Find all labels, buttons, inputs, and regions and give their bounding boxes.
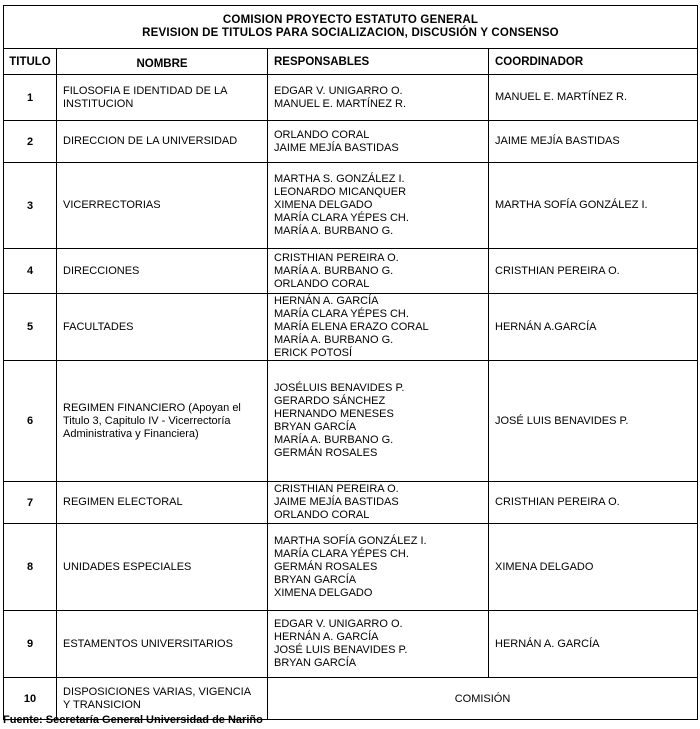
row-nombre xyxy=(57,249,268,294)
nombre-line: UNIDADES ESPECIALES xyxy=(63,560,192,573)
nombre-line: REGIMEN FINANCIERO (Apoyan el xyxy=(63,401,241,414)
row-coordinador: HERNÁN A.GARCÍA xyxy=(489,294,698,361)
row-coordinador: MANUEL E. MARTÍNEZ R. xyxy=(489,75,698,121)
responsable-name: MARÍA A. BURBANO G. xyxy=(274,225,394,237)
responsable-name: MARÍA CLARA YÉPES CH. xyxy=(274,307,409,320)
responsable-name: ERICK POTOSÍ xyxy=(274,346,353,359)
row-nombre xyxy=(57,294,268,361)
row-responsables xyxy=(268,249,489,294)
responsable-name: JOSÉ LUIS BENAVIDES P. xyxy=(274,644,408,656)
row-titulo-number: 10 xyxy=(4,678,57,720)
responsable-name: JOSÉLUIS BENAVIDES P. xyxy=(274,382,405,394)
nombre-line: REGIMEN ELECTORAL xyxy=(63,496,183,508)
header-responsables: RESPONSABLES xyxy=(268,49,489,75)
row-titulo-number: 2 xyxy=(4,121,57,163)
table-row xyxy=(4,524,698,611)
responsable-name: XIMENA DELGADO xyxy=(274,199,373,211)
responsable-name: HERNANDO MENESES xyxy=(274,408,394,420)
table-row xyxy=(4,249,698,294)
responsable-name: ORLANDO CORAL xyxy=(274,128,370,141)
responsable-name: MARÍA CLARA YÉPES CH. xyxy=(274,547,409,560)
responsable-name: LEONARDO MICANQUER xyxy=(274,186,407,198)
nombre-line: Y TRANSICION xyxy=(63,698,141,711)
row-titulo-number: 3 xyxy=(4,163,57,249)
row-titulo-number: 6 xyxy=(4,361,57,482)
responsable-name: MARÍA ELENA ERAZO CORAL xyxy=(274,320,429,333)
header-coordinador: COORDINADOR xyxy=(489,49,698,75)
table-row xyxy=(4,361,698,482)
row-coordinador: MARTHA SOFÍA GONZÁLEZ I. xyxy=(489,163,698,249)
table-title-line-1: COMISION PROYECTO ESTATUTO GENERAL xyxy=(222,14,479,26)
responsable-name: MARÍA A. BURBANO G. xyxy=(274,264,394,277)
row-titulo-number: 7 xyxy=(4,482,57,524)
nombre-line: VICERRECTORIAS xyxy=(63,199,161,211)
row-titulo-number: 5 xyxy=(4,294,57,361)
responsable-name: MARÍA A. BURBANO G. xyxy=(274,434,394,446)
row-titulo-number: 9 xyxy=(4,611,57,678)
row-comision: COMISIÓN xyxy=(268,678,698,720)
responsable-name: XIMENA DELGADO xyxy=(274,586,373,599)
row-coordinador: JAIME MEJÍA BASTIDAS xyxy=(489,121,698,163)
nombre-line: DIRECCION DE LA UNIVERSIDAD xyxy=(63,135,238,147)
source-footnote: Fuente: Secretaría General Universidad de Nariño xyxy=(3,714,263,726)
responsable-name: HERNÁN A. GARCÍA xyxy=(274,294,379,307)
row-coordinador: CRISTHIAN PEREIRA O. xyxy=(489,482,698,524)
row-coordinador: HERNÁN A. GARCÍA xyxy=(489,611,698,678)
responsable-name: GERMÁN ROSALES xyxy=(274,560,378,573)
responsable-name: CRISTHIAN PEREIRA O. xyxy=(274,483,399,495)
row-titulo-number: 1 xyxy=(4,75,57,121)
header-nombre: NOMBRE xyxy=(57,49,268,75)
table-title xyxy=(4,6,698,49)
responsable-name: MANUEL E. MARTÍNEZ R. xyxy=(274,97,407,110)
row-coordinador: JOSÉ LUIS BENAVIDES P. xyxy=(489,361,698,482)
responsable-name: MARTHA SOFÍA GONZÁLEZ I. xyxy=(274,534,427,547)
row-titulo-number: 8 xyxy=(4,524,57,611)
table-row xyxy=(4,75,698,121)
table-title-line-2: REVISION DE TITULOS PARA SOCIALIZACION, DISCUSIÓN Y CONSENSO xyxy=(142,27,559,39)
nombre-line: Administrativa y Financiera) xyxy=(63,427,199,440)
table-row xyxy=(4,611,698,678)
row-nombre xyxy=(57,482,268,524)
responsable-name: JAIME MEJÍA BASTIDAS xyxy=(274,496,399,508)
responsable-name: MARTHA S. GONZÁLEZ I. xyxy=(274,173,405,185)
header-titulo: TITULO xyxy=(4,49,57,75)
row-responsables xyxy=(268,163,489,249)
nombre-line: DISPOSICIONES VARIAS, VIGENCIA xyxy=(63,685,252,698)
responsable-name: HERNÁN A. GARCÍA xyxy=(274,631,379,643)
responsable-name: MARÍA CLARA YÉPES CH. xyxy=(274,212,409,224)
row-titulo-number: 4 xyxy=(4,249,57,294)
table-row xyxy=(4,163,698,249)
commission-table xyxy=(3,5,698,720)
responsable-name: GERMÁN ROSALES xyxy=(274,447,378,459)
table-row xyxy=(4,294,698,361)
nombre-line: Titulo 3, Capitulo IV - Vicerrectoría xyxy=(63,414,231,427)
row-coordinador: CRISTHIAN PEREIRA O. xyxy=(489,249,698,294)
row-nombre xyxy=(57,75,268,121)
row-responsables xyxy=(268,611,489,678)
nombre-line: FACULTADES xyxy=(63,320,134,333)
header-row xyxy=(4,49,698,75)
row-nombre xyxy=(57,121,268,163)
table-body xyxy=(4,75,698,720)
nombre-line: INSTITUCION xyxy=(63,97,134,110)
nombre-line: ESTAMENTOS UNIVERSITARIOS xyxy=(63,637,233,650)
row-responsables xyxy=(268,482,489,524)
responsable-name: CRISTHIAN PEREIRA O. xyxy=(274,251,399,264)
table-row xyxy=(4,482,698,524)
responsable-name: MARÍA A. BURBANO G. xyxy=(274,333,394,346)
row-nombre xyxy=(57,163,268,249)
row-responsables xyxy=(268,361,489,482)
responsable-name: GERARDO SÁNCHEZ xyxy=(274,395,386,407)
row-responsables xyxy=(268,75,489,121)
nombre-line: FILOSOFIA E IDENTIDAD DE LA xyxy=(63,84,228,97)
row-responsables xyxy=(268,294,489,361)
responsable-name: EDGAR V. UNIGARRO O. xyxy=(274,84,403,97)
row-nombre xyxy=(57,361,268,482)
row-responsables xyxy=(268,524,489,611)
row-nombre xyxy=(57,524,268,611)
row-coordinador: XIMENA DELGADO xyxy=(489,524,698,611)
responsable-name: BRYAN GARCÍA xyxy=(274,421,357,433)
responsable-name: BRYAN GARCÍA xyxy=(274,573,357,586)
responsable-name: ORLANDO CORAL xyxy=(274,277,370,290)
row-responsables xyxy=(268,121,489,163)
responsable-name: EDGAR V. UNIGARRO O. xyxy=(274,618,403,630)
responsable-name: ORLANDO CORAL xyxy=(274,509,370,521)
nombre-line: DIRECCIONES xyxy=(63,264,140,277)
row-nombre xyxy=(57,611,268,678)
responsable-name: JAIME MEJÍA BASTIDAS xyxy=(274,141,399,154)
responsable-name: BRYAN GARCÍA xyxy=(274,657,357,669)
table-row xyxy=(4,121,698,163)
